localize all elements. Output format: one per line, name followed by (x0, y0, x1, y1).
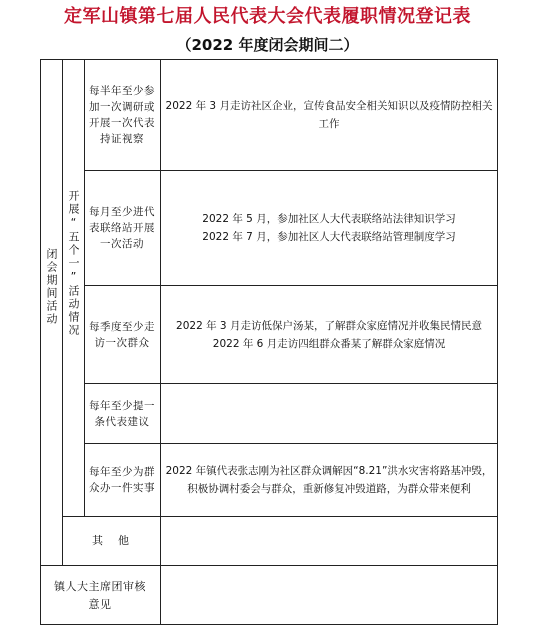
row-content (163, 446, 495, 514)
grid-line (62, 516, 498, 517)
content-line: 2022 年 3 月走访社区企业，宣传食品安全相关知识以及疫情防控相关工作 (165, 100, 493, 130)
document-subtitle: （2022 年度闭会期间二） (176, 36, 359, 54)
grid-line (62, 59, 63, 565)
row-content-empty (163, 386, 495, 441)
grid-line (84, 59, 85, 516)
grid-line (84, 170, 498, 171)
other-content-empty (163, 519, 495, 563)
review-content-empty (163, 568, 495, 623)
side-label: 闭会期间活动 (45, 248, 58, 326)
other-label: 其 他 (92, 534, 131, 547)
row-label: 每年至少为群众办一件实事 (89, 466, 155, 494)
row-label: 每半年至少参加一次调研或开展一次代表持证视察 (89, 85, 155, 145)
grid-line (40, 565, 498, 566)
group-label: 开展“五个一”活动情况 (67, 190, 80, 337)
row-content (163, 173, 495, 283)
grid-line (84, 383, 498, 384)
content-line: 2022 年 3 月走访低保户汤某，了解群众家庭情况并收集民情民意 (176, 319, 482, 332)
content-line: 2022 年 6 月走访四组群众番某了解群众家庭情况 (212, 337, 446, 350)
content-line: 2022 年 5 月，参加社区人大代表联络站法律知识学习 (202, 213, 456, 225)
row-label: 每季度至少走访一次群众 (89, 320, 155, 349)
grid-line (160, 59, 161, 625)
review-label: 镇人大主席团审核意见 (54, 579, 146, 611)
grid-line (84, 285, 498, 286)
row-label: 每月至少进代表联络站开展一次活动 (89, 206, 155, 250)
content-line: 2022 年镇代表张志刚为社区群众调解因“8.21”洪水灾害将路基冲毁，积极协调村委会与群众，重新修复冲毁道路，为群众带来便利 (165, 465, 493, 495)
row-content (163, 62, 495, 168)
content-line: 2022 年 7 月，参加社区人大代表联络站管理制度学习 (202, 231, 456, 243)
document-title: 定军山镇第七届人民代表大会代表履职情况登记表 (64, 6, 471, 27)
row-content (163, 288, 495, 381)
row-label: 每年至少提一条代表建议 (89, 399, 155, 428)
grid-line (84, 443, 498, 444)
